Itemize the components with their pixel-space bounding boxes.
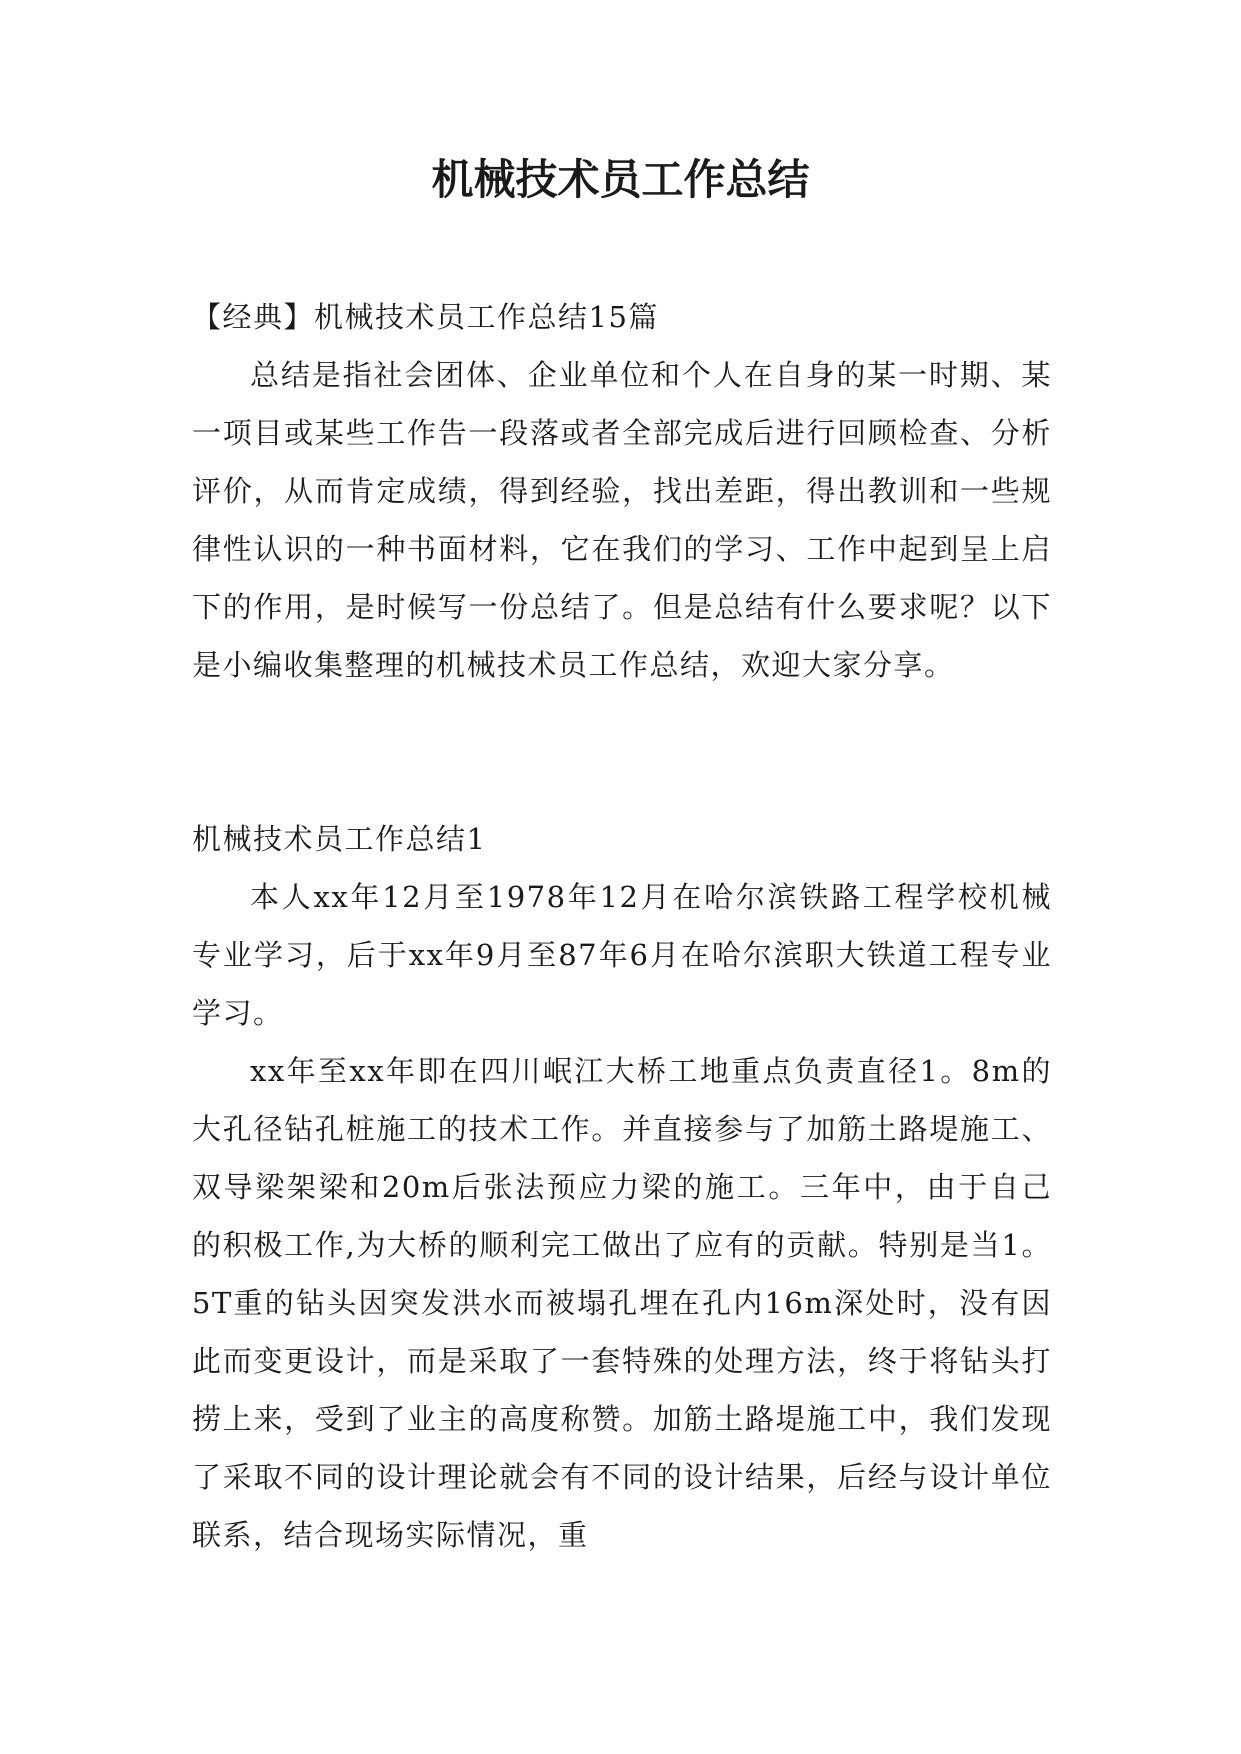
section-heading: 机械技术员工作总结1 — [192, 822, 487, 856]
section-paragraph-2: xx年至xx年即在四川岷江大桥工地重点负责直径1。8m的大孔径钻孔桩施工的技术工作。并直接参与了加筋土路堤施工、双导梁架梁和20m后张法预应力梁的施工。三年中，由于自己的积极工作,为大桥的顺利完工做出了应有的贡献。特别是当1。5T重的钻头因突发洪水而被塌孔埋在孔内16m深处时，没有因此而变更设计，而是采取了一套特殊的处理方法，终于将钻头打捞上来，受到了业主的高度称赞。加筋土路堤施工中，我们发现了采取不同的设计理论就会有不同的设计结果，后经与设计单位联系，结合现场实际情况，重 — [192, 1054, 1052, 1552]
section-body — [192, 868, 1052, 1564]
document-title: 机械技术员工作总结 — [431, 155, 810, 204]
document-subtitle: 【经典】机械技术员工作总结15篇 — [192, 300, 659, 334]
intro-section — [192, 346, 1052, 694]
section-paragraph-1: 本人xx年12月至1978年12月在哈尔滨铁路工程学校机械专业学习，后于xx年9月至87年6月在哈尔滨职大铁道工程专业学习。 — [192, 880, 1052, 1030]
intro-paragraph: 总结是指社会团体、企业单位和个人在自身的某一时期、某一项目或某些工作告一段落或者全部完成后进行回顾检查、分析评价，从而肯定成绩，得到经验，找出差距，得出教训和一些规律性认识的一种书面材料，它在我们的学习、工作中起到呈上启下的作用，是时候写一份总结了。但是总结有什么要求呢？以下是小编收集整理的机械技术员工作总结，欢迎大家分享。 — [192, 358, 1052, 682]
